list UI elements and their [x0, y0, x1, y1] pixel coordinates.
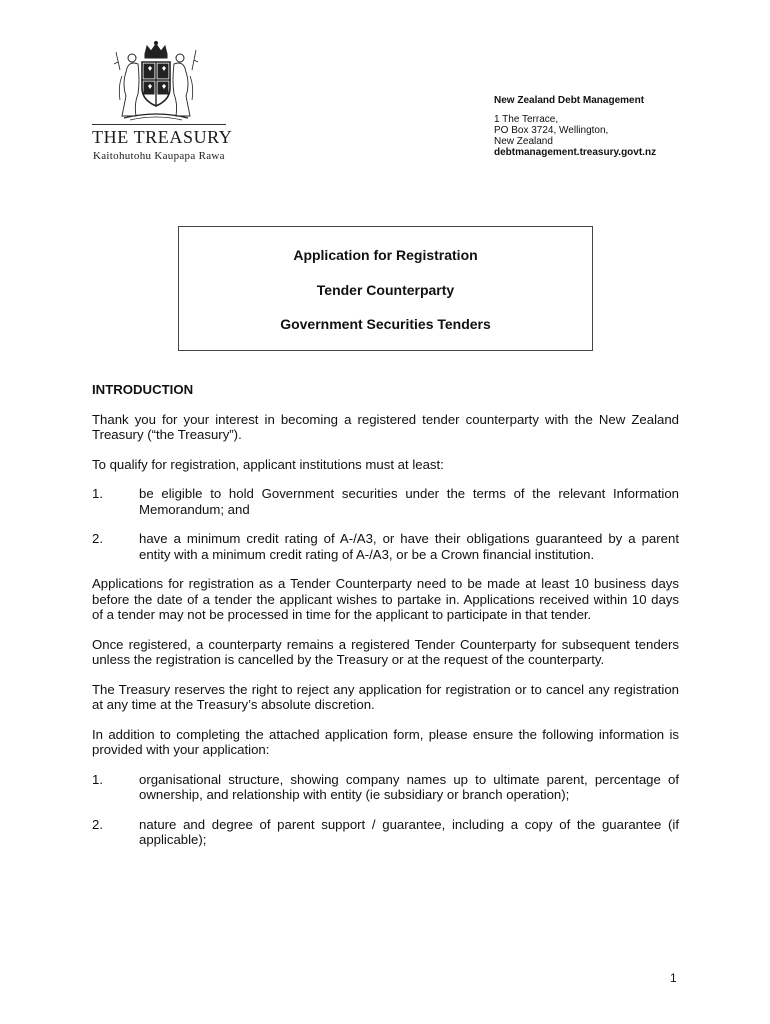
list-text: be eligible to hold Government securities under the terms of the relevant Information Memorandum; and	[139, 486, 679, 517]
document-title-box	[178, 226, 593, 351]
website-link[interactable]: debtmanagement.treasury.govt.nz	[494, 147, 657, 158]
title-line-1: Application for Registration	[293, 247, 478, 263]
list-text: have a minimum credit rating of A-/A3, or have their obligations guaranteed by a parent entity with a minimum credit rating of A-/A3, or be a Crown financial institution.	[139, 531, 679, 562]
list-item	[92, 772, 679, 803]
address-block	[494, 95, 656, 158]
treasury-logo	[92, 40, 233, 168]
address-line-2: PO Box 3724, Wellington,	[494, 125, 609, 136]
paragraph-registered: Once registered, a counterparty remains a registered Tender Counterparty for subsequent tenders unless the registration is cancelled by the Treasury or at the request of the counterparty.	[92, 636, 679, 667]
paragraph-intro: Thank you for your interest in becoming a registered tender counterparty with the New Zealand Treasury (“the Treasury”).	[92, 411, 679, 442]
list-number: 2.	[92, 531, 103, 546]
logo-title: THE TREASURY	[92, 127, 233, 147]
list-item	[92, 531, 679, 562]
list-text: nature and degree of parent support / guarantee, including a copy of the guarantee (if applicable);	[139, 816, 679, 847]
paragraph-rights: The Treasury reserves the right to reject any application for registration or to cancel any registration at any time at the Treasury’s absolute discretion.	[92, 681, 679, 712]
list-number: 1.	[92, 486, 103, 501]
organisation-name: New Zealand Debt Management	[494, 95, 645, 106]
address-line-3: New Zealand	[494, 136, 553, 147]
paragraph-qualify: To qualify for registration, applicant institutions must at least:	[92, 456, 444, 472]
logo-divider	[92, 124, 226, 125]
address-line-1: 1 The Terrace,	[494, 114, 559, 125]
section-heading: INTRODUCTION	[92, 382, 194, 397]
title-line-2: Tender Counterparty	[316, 282, 455, 298]
paragraph-timing: Applications for registration as a Tender Counterparty need to be made at least 10 business days before the date of a tender the applicant wishes to partake in. Applications received within 10 days of a tender may not be processed in time for the applicant to participate in that tender.	[92, 576, 679, 622]
coat-of-arms-icon	[100, 40, 212, 124]
list-number: 2.	[92, 816, 103, 832]
document-body	[92, 382, 679, 862]
logo-subtitle: Kaitohutohu Kaupapa Rawa	[93, 150, 225, 162]
title-line-3: Government Securities Tenders	[280, 316, 491, 332]
page-number: 1	[670, 971, 677, 985]
list-number: 1.	[92, 771, 103, 787]
list-text: organisational structure, showing company names up to ultimate parent, percentage of ownership, and relationship with entity (ie subsidiary or branch operation);	[139, 771, 679, 802]
paragraph-requirements: In addition to completing the attached application form, please ensure the following information is provided with your application:	[92, 726, 679, 757]
list-item	[92, 817, 679, 848]
list-item	[92, 486, 679, 517]
